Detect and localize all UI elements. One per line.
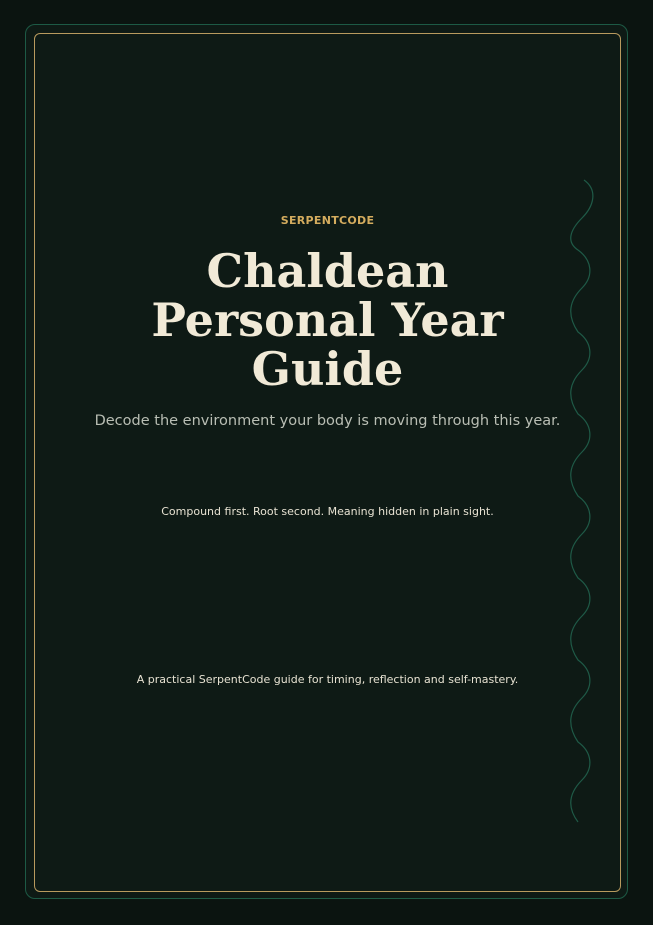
subtitle: Decode the environment your body is moving through this year. [94, 413, 561, 429]
page-title: Chaldean Personal Year Guide [151, 244, 504, 396]
tagline: Compound first. Root second. Meaning hidden in plain sight. [161, 505, 494, 518]
footer-note: A practical SerpentCode guide for timing, reflection and self-mastery. [136, 673, 519, 686]
serpent-wave-icon [562, 178, 602, 828]
inner-frame [34, 33, 621, 892]
brand-label: SERPENTCODE [280, 214, 375, 227]
